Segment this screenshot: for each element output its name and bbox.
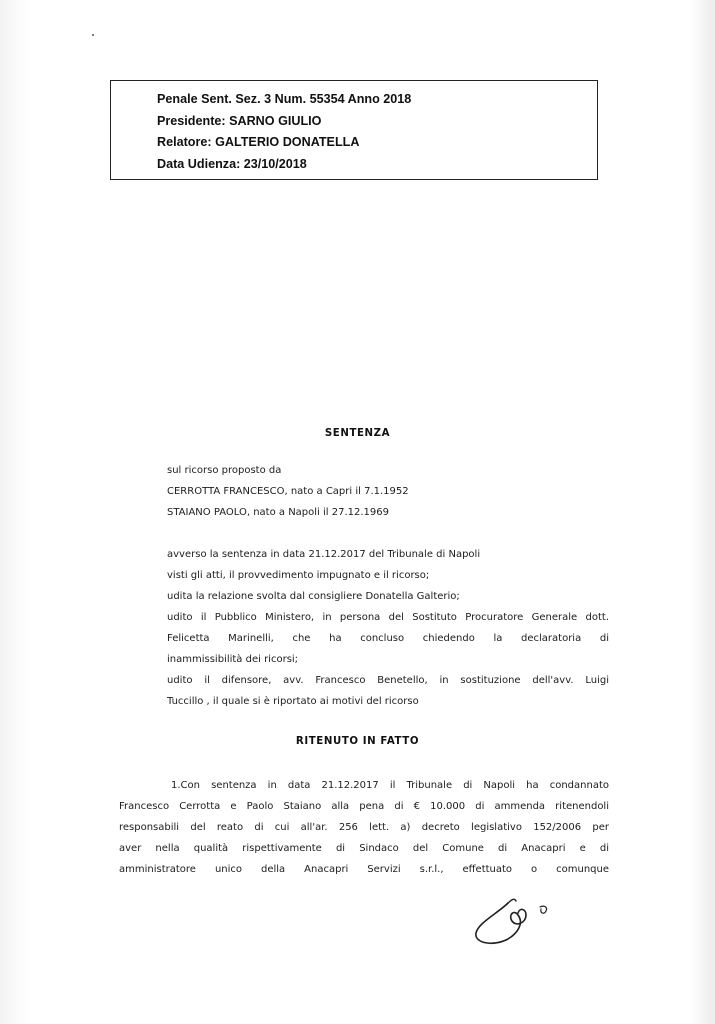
consideration-line: inammissibilità dei ricorsi; bbox=[167, 654, 299, 665]
consideration-line: udito il difensore, avv. Francesco Benetello, in sostituzione dell'avv. Luigi bbox=[167, 675, 609, 686]
document-title: SENTENZA bbox=[324, 428, 391, 439]
party-cerrotta: CERROTTA FRANCESCO, nato a Capri il 7.1.1952 bbox=[167, 486, 409, 497]
consideration-line: Tuccillo , il quale si è riportato ai motivi del ricorso bbox=[167, 696, 419, 707]
paper-speck bbox=[92, 34, 94, 36]
party-staiano: STAIANO PAOLO, nato a Napoli il 27.12.1969 bbox=[167, 507, 390, 518]
case-header-box bbox=[110, 80, 598, 180]
facts-line: amministratore unico della Anacapri Servizi s.r.l., effettuato o comunque bbox=[119, 864, 609, 875]
consideration-line: avverso la sentenza in data 21.12.2017 del Tribunale di Napoli bbox=[167, 549, 481, 560]
consideration-line: Felicetta Marinelli, che ha concluso chiedendo la declaratoria di bbox=[167, 633, 609, 644]
facts-line: 1.Con sentenza in data 21.12.2017 il Tribunale di Napoli ha condannato bbox=[171, 780, 609, 791]
consideration-line: udita la relazione svolta dal consigliere Donatella Galterio; bbox=[167, 591, 460, 602]
presidente-line: Presidente: SARNO GIULIO bbox=[157, 113, 322, 128]
facts-line: Francesco Cerrotta e Paolo Staiano alla pena di € 10.000 di ammenda ritenendoli bbox=[119, 801, 609, 812]
parties-intro: sul ricorso proposto da bbox=[167, 465, 282, 476]
facts-block bbox=[119, 775, 609, 880]
consideration-line: visti gli atti, il provvedimento impugnato e il ricorso; bbox=[167, 570, 430, 581]
considerations-block bbox=[167, 544, 609, 712]
consideration-line: udito il Pubblico Ministero, in persona del Sostituto Procuratore Generale dott. bbox=[167, 612, 609, 623]
facts-line: aver nella qualità rispettivamente di Sindaco del Comune di Anacapri e di bbox=[119, 843, 609, 854]
relatore-line: Relatore: GALTERIO DONATELLA bbox=[157, 135, 360, 149]
facts-line: responsabili del reato di cui all'ar. 256 lett. a) decreto legislativo 152/2006 per bbox=[119, 822, 609, 833]
data-udienza-line: Data Udienza: 23/10/2018 bbox=[157, 156, 307, 171]
section-title: RITENUTO IN FATTO bbox=[295, 736, 420, 747]
parties-block bbox=[167, 460, 609, 523]
case-number-line: Penale Sent. Sez. 3 Num. 55354 Anno 2018 bbox=[157, 92, 412, 106]
handwritten-signature bbox=[468, 893, 568, 953]
